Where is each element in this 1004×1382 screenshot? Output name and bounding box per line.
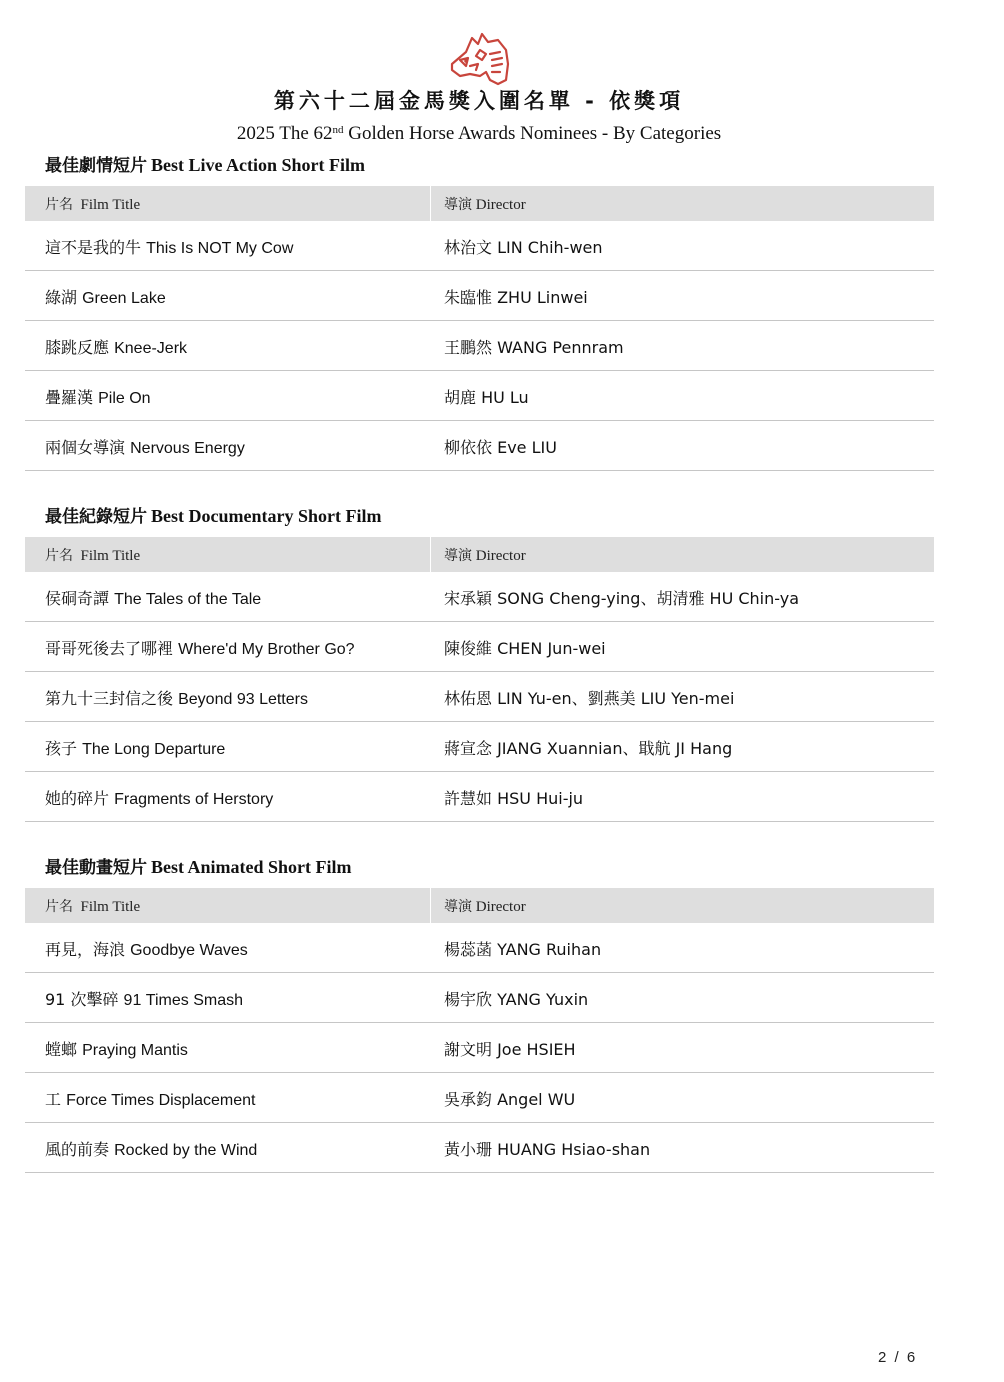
section-title	[45, 854, 352, 880]
film-title-zh: 兩個女導演	[45, 438, 126, 457]
film-title	[45, 622, 355, 677]
film-title-zh: 這不是我的牛	[45, 238, 142, 257]
nominees-table	[25, 186, 934, 471]
film-title	[45, 321, 187, 376]
film-title-en: The Long Departure	[82, 741, 226, 758]
director-name: 許慧如 HSU Hui-ju	[444, 789, 584, 808]
golden-horse-logo-icon	[446, 30, 512, 86]
header-director-en: Director	[475, 197, 526, 213]
section-title-zh: 最佳劇情短片	[45, 156, 147, 176]
section-title	[45, 503, 381, 529]
header-film-en: Film Title	[80, 548, 141, 564]
header-divider	[430, 186, 431, 221]
film-title-en: Rocked by the Wind	[114, 1142, 258, 1159]
film-title	[45, 221, 293, 276]
film-title-zh: 91 次擊碎	[45, 990, 119, 1009]
film-title-en: Green Lake	[82, 290, 166, 307]
section-title-zh: 最佳紀錄短片	[45, 507, 147, 527]
header-film-zh: 片名	[45, 197, 73, 213]
film-title-zh: 她的碎片	[45, 789, 110, 808]
header-film-title	[45, 888, 140, 926]
subtitle-suffix: Golden Horse Awards Nominees - By Categories	[343, 123, 722, 144]
table-row	[25, 1073, 934, 1123]
header-divider	[430, 888, 431, 923]
film-title-zh: 侯硐奇譚	[45, 589, 110, 608]
film-title-en: Praying Mantis	[82, 1042, 188, 1059]
director-name: 楊蕊菡 YANG Ruihan	[444, 940, 602, 959]
film-title	[45, 1073, 256, 1128]
film-title	[45, 572, 261, 627]
header-director-en: Director	[475, 548, 526, 564]
header-director	[444, 888, 526, 926]
director-name: 朱臨惟 ZHU Linwei	[444, 288, 588, 307]
header-film-en: Film Title	[80, 899, 141, 915]
nominees-table	[25, 888, 934, 1173]
film-title-zh: 孩子	[45, 739, 78, 758]
film-title-en: Nervous Energy	[130, 440, 245, 457]
film-title-zh: 再見，海浪	[45, 940, 126, 959]
header-director	[444, 537, 526, 575]
header-film-title	[45, 537, 140, 575]
section-title-zh: 最佳動畫短片	[45, 858, 147, 878]
header-director	[444, 186, 526, 224]
film-title-zh: 螳螂	[45, 1040, 78, 1059]
section-title	[45, 152, 365, 178]
film-title-zh: 哥哥死後去了哪裡	[45, 639, 174, 658]
film-title	[45, 1023, 188, 1078]
film-title-en: Beyond 93 Letters	[178, 691, 308, 708]
header-film-zh: 片名	[45, 548, 73, 564]
header-director-zh: 導演	[444, 899, 472, 915]
film-title-en: Goodbye Waves	[130, 942, 248, 959]
header-film-zh: 片名	[45, 899, 73, 915]
subtitle-ordinal-suffix: nd	[332, 124, 344, 136]
film-title-en: Fragments of Herstory	[114, 791, 274, 808]
nominees-table	[25, 537, 934, 822]
film-title-en: Knee-Jerk	[114, 340, 188, 357]
director-name: 王鵬然 WANG Pennram	[444, 338, 624, 357]
director-name: 蔣宣念 JIANG Xuannian、戢航 JI Hang	[444, 739, 733, 758]
director-name: 黃小珊 HUANG Hsiao-shan	[444, 1140, 651, 1159]
film-title-en: Force Times Displacement	[66, 1092, 256, 1109]
table-row	[25, 221, 934, 271]
director-name: 楊宇欣 YANG Yuxin	[444, 990, 589, 1009]
page-subtitle	[0, 122, 958, 146]
film-title-zh: 工	[45, 1090, 62, 1109]
table-row	[25, 1123, 934, 1173]
section-title-en: Best Animated Short Film	[151, 857, 352, 877]
film-title-en: The Tales of the Tale	[114, 591, 262, 608]
table-row	[25, 421, 934, 471]
header-film-title	[45, 186, 140, 224]
film-title	[45, 722, 225, 777]
film-title	[45, 973, 243, 1028]
table-row	[25, 772, 934, 822]
film-title	[45, 672, 308, 727]
table-row	[25, 923, 934, 973]
film-title	[45, 923, 248, 978]
header-film-en: Film Title	[80, 197, 141, 213]
film-title-en: This Is NOT My Cow	[146, 240, 294, 257]
table-row	[25, 371, 934, 421]
section-title-en: Best Documentary Short Film	[151, 506, 382, 526]
header-director-zh: 導演	[444, 197, 472, 213]
table-row	[25, 672, 934, 722]
film-title-zh: 綠湖	[45, 288, 78, 307]
table-row	[25, 271, 934, 321]
film-title	[45, 1123, 257, 1178]
film-title-en: Pile On	[98, 390, 151, 407]
table-header	[25, 186, 934, 221]
director-name: 謝文明 Joe HSIEH	[444, 1040, 576, 1059]
film-title-zh: 膝跳反應	[45, 338, 110, 357]
header-divider	[430, 537, 431, 572]
section-title-en: Best Live Action Short Film	[151, 155, 365, 175]
film-title	[45, 371, 151, 426]
director-name: 胡鹿 HU Lu	[444, 388, 529, 407]
film-title	[45, 772, 273, 827]
table-row	[25, 722, 934, 772]
table-header	[25, 888, 934, 923]
table-row	[25, 622, 934, 672]
film-title	[45, 421, 245, 476]
table-row	[25, 572, 934, 622]
film-title-zh: 風的前奏	[45, 1140, 110, 1159]
header-director-zh: 導演	[444, 548, 472, 564]
director-name: 宋承穎 SONG Cheng-ying、胡清雅 HU Chin-ya	[444, 589, 800, 608]
header-director-en: Director	[475, 899, 526, 915]
film-title-zh: 疊羅漢	[45, 388, 94, 407]
film-title	[45, 271, 166, 326]
film-title-zh: 第九十三封信之後	[45, 689, 174, 708]
director-name: 柳依依 Eve LIU	[444, 438, 557, 457]
page-number: 2 / 6	[878, 1349, 918, 1366]
table-row	[25, 973, 934, 1023]
director-name: 陳俊維 CHEN Jun-wei	[444, 639, 606, 658]
table-row	[25, 1023, 934, 1073]
director-name: 林治文 LIN Chih-wen	[444, 238, 603, 257]
director-name: 林佑恩 LIN Yu-en、劉燕美 LIU Yen-mei	[444, 689, 735, 708]
page-title: 第六十二屆金馬獎入圍名單 - 依獎項	[273, 89, 685, 113]
film-title-en: Where'd My Brother Go?	[178, 641, 355, 658]
subtitle-prefix: 2025 The 62	[236, 123, 333, 144]
film-title-en: 91 Times Smash	[123, 992, 243, 1009]
table-row	[25, 321, 934, 371]
table-header	[25, 537, 934, 572]
director-name: 吳承鈞 Angel WU	[444, 1090, 576, 1109]
